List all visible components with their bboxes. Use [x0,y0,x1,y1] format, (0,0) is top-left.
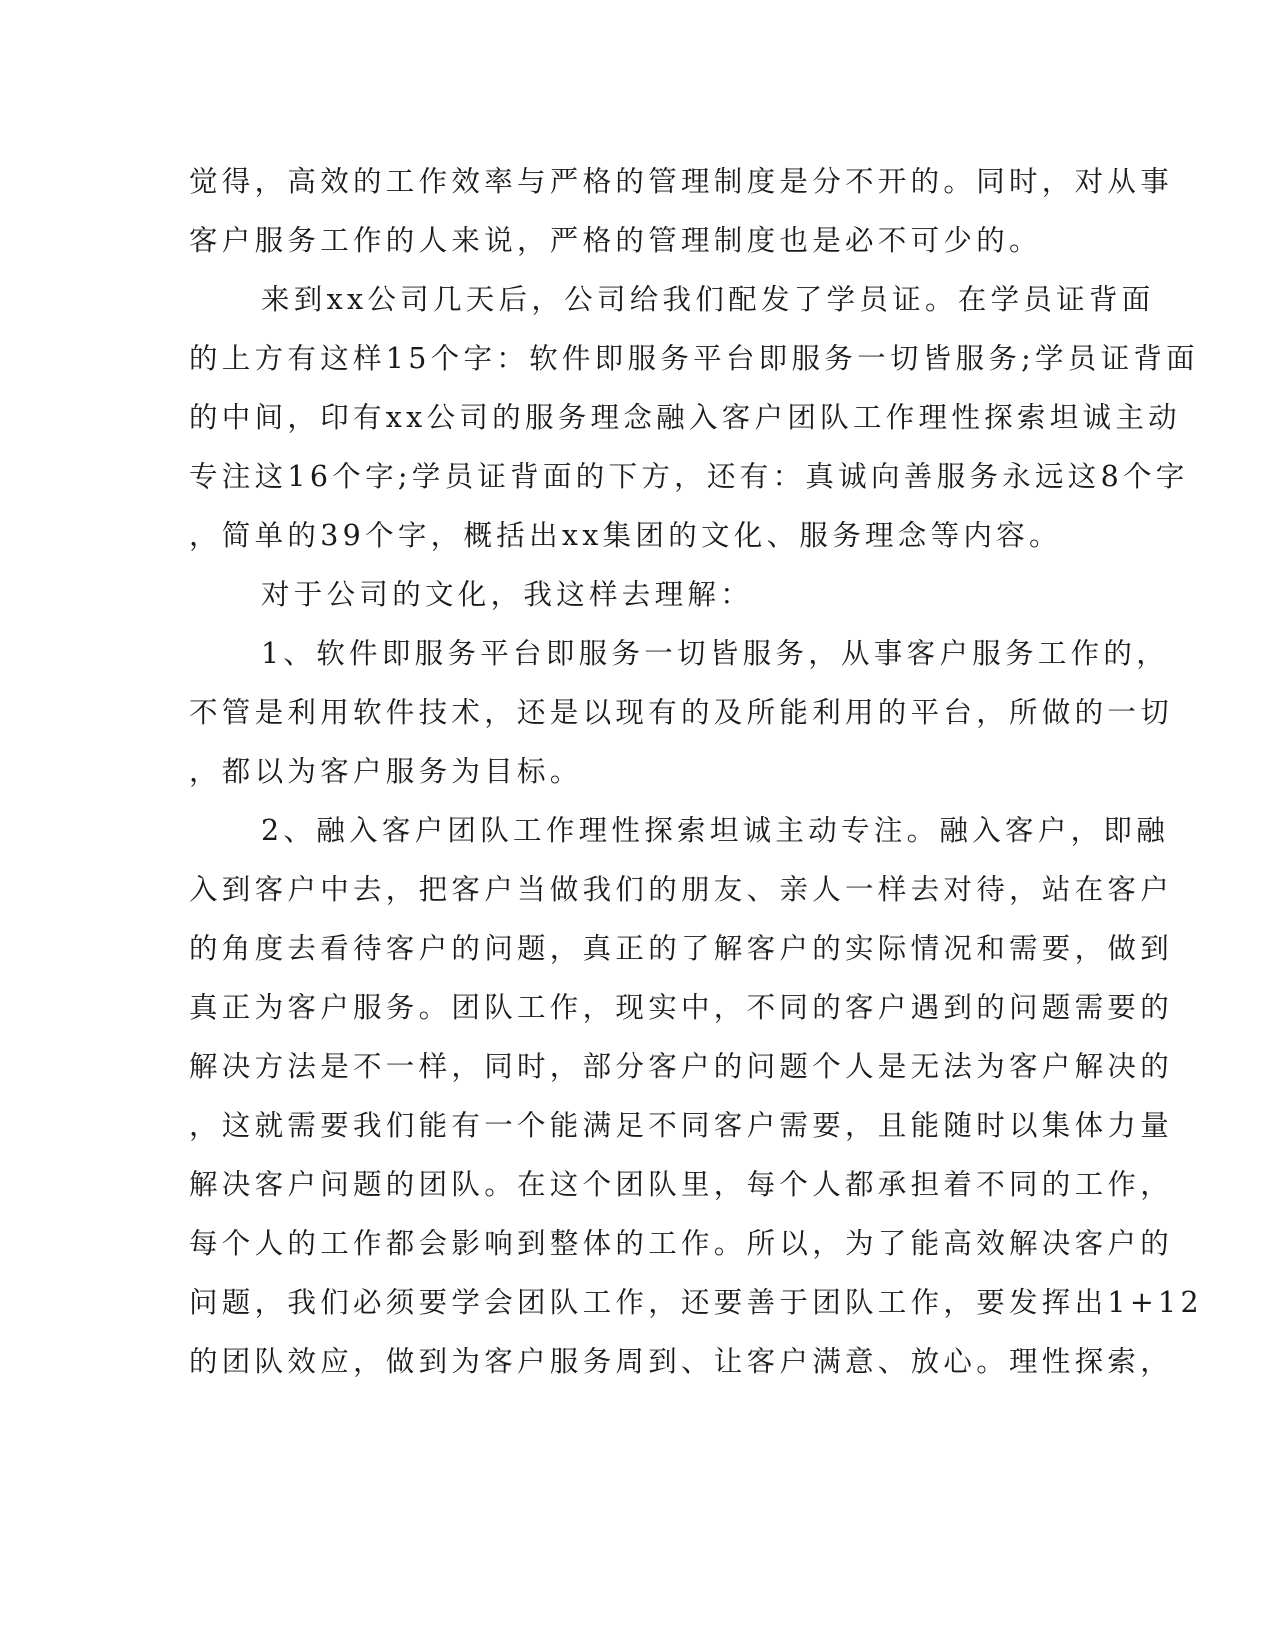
text-line: 每个人的工作都会影响到整体的工作。所以，为了能高效解决客户的 [189,1227,1174,1260]
paragraph-start-line: 来到xx公司几天后，公司给我们配发了学员证。在学员证背面 [261,283,1155,316]
text-line: 真正为客户服务。团队工作，现实中，不同的客户遇到的问题需要的 [189,991,1174,1024]
text-line: 入到客户中去，把客户当做我们的朋友、亲人一样去对待，站在客户 [189,873,1174,906]
text-line: 问题，我们必须要学会团队工作，还要善于团队工作，要发挥出1+12 [189,1286,1203,1319]
text-line: 的中间，印有xx公司的服务理念融入客户团队工作理性探索坦诚主动 [189,401,1181,434]
text-line: ，都以为客户服务为目标。 [189,755,583,788]
text-line: ，简单的39个字，概括出xx集团的文化、服务理念等内容。 [189,519,1062,552]
paragraph-start-line: 1、软件即服务平台即服务一切皆服务，从事客户服务工作的， [261,637,1170,670]
text-line: 的上方有这样15个字：软件即服务平台即服务一切皆服务;学员证背面 [189,342,1199,375]
text-line: 的团队效应，做到为客户服务周到、让客户满意、放心。理性探索， [189,1345,1174,1378]
text-line: ，这就需要我们能有一个能满足不同客户需要，且能随时以集体力量 [189,1109,1174,1142]
paragraph-start-line: 2、融入客户团队工作理性探索坦诚主动专注。融入客户，即融 [261,814,1170,847]
text-line: 的角度去看待客户的问题，真正的了解客户的实际情况和需要，做到 [189,932,1174,965]
text-line: 客户服务工作的人来说，严格的管理制度也是必不可少的。 [189,224,1042,257]
text-line: 解决方法是不一样，同时，部分客户的问题个人是无法为客户解决的 [189,1050,1174,1083]
text-line: 不管是利用软件技术，还是以现有的及所能利用的平台，所做的一切 [189,696,1174,729]
text-line: 专注这16个字;学员证背面的下方，还有：真诚向善服务永远这8个字 [189,460,1189,493]
text-line: 解决客户问题的团队。在这个团队里，每个人都承担着不同的工作， [189,1168,1174,1201]
paragraph-start-line: 对于公司的文化，我这样去理解： [261,578,754,611]
text-line: 觉得，高效的工作效率与严格的管理制度是分不开的。同时，对从事 [189,165,1174,198]
